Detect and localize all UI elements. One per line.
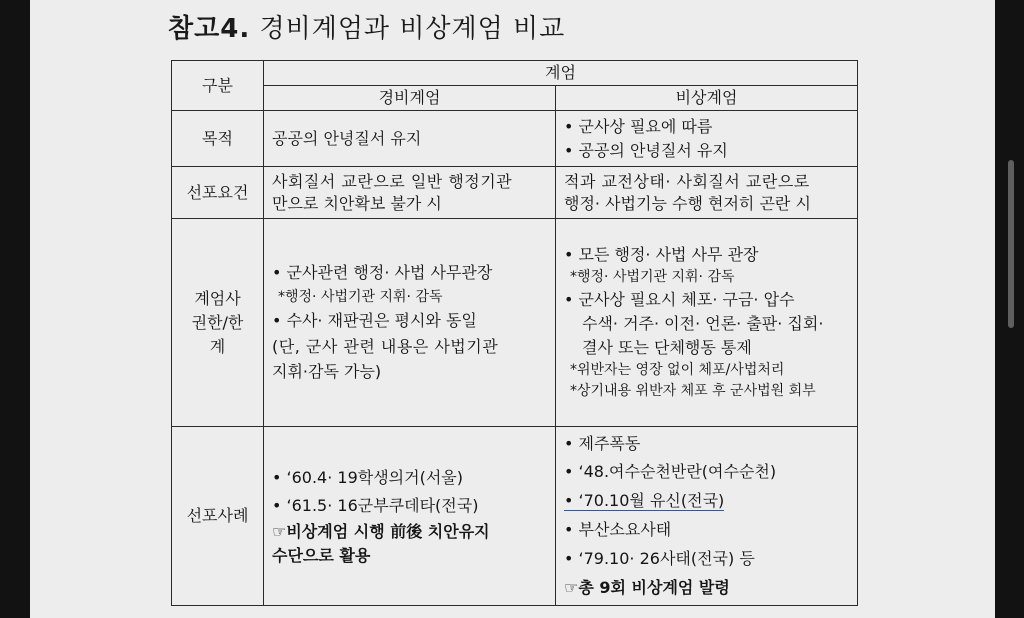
label-line: 계엄사 <box>194 288 241 308</box>
header-category: 구분 <box>172 61 264 111</box>
list-item: • 군사상 필요시 체포· 구금· 압수 <box>564 290 795 309</box>
text-line: 지휘·감독 가능) <box>272 362 382 382</box>
note-item: *행정· 사법기관 지휘· 감독 <box>570 269 735 285</box>
list-item: • 제주폭동 <box>564 433 641 453</box>
authority-emergency <box>556 219 858 427</box>
note-item: *위반자는 영장 없이 체포/사법처리 <box>570 362 785 378</box>
note-item: *행정· 사법기관 지휘· 감독 <box>278 288 443 305</box>
text-line: 적과 교전상태· 사회질서 교란으로 <box>564 171 810 191</box>
list-item-underlined <box>564 487 849 516</box>
summary-note: ☞비상계엄 시행 前後 치안유지 <box>272 522 490 541</box>
text-line: 사회질서 교란으로 일반 행정기관 <box>272 171 513 191</box>
requirement-emergency <box>556 167 858 219</box>
summary-note: ☞총 9회 비상계엄 발령 <box>564 577 730 597</box>
text-line: 행정· 사법기능 수행 현저히 곤란 시 <box>564 193 811 213</box>
scrollbar-thumb[interactable] <box>1008 160 1014 328</box>
title-text: 경비계엄과 비상계엄 비교 <box>259 14 566 44</box>
purpose-emergency <box>556 111 858 167</box>
summary-note: 수단으로 활용 <box>272 546 371 565</box>
header-col-emergency: 비상계엄 <box>556 86 858 111</box>
list-item: • 모든 행정· 사법 사무 관장 <box>564 245 759 264</box>
title-number: 참고4. <box>168 14 251 44</box>
row-label-purpose: 목적 <box>172 111 264 167</box>
cases-guard <box>264 427 556 606</box>
row-label-authority <box>172 219 264 427</box>
authority-guard <box>264 219 556 427</box>
text-line: (단, 군사 관련 내용은 사법기관 <box>272 336 499 356</box>
note-item: *상기내용 위반자 체포 후 군사법원 회부 <box>570 383 816 399</box>
comparison-table <box>171 60 858 606</box>
row-label-requirement: 선포요건 <box>172 167 264 219</box>
underlined-text: • ‘70.10월 유신(전국) <box>564 491 725 511</box>
header-col-guard: 경비계엄 <box>264 86 556 111</box>
label-line: 계 <box>209 336 226 356</box>
list-item: • 부산소요사태 <box>564 520 672 539</box>
document-title <box>168 8 565 45</box>
list-item: • ‘61.5· 16군부쿠데타(전국) <box>272 496 479 515</box>
cases-emergency <box>556 427 858 606</box>
list-item: • ‘60.4· 19학생의거(서울) <box>272 468 463 487</box>
list-item: • 공공의 안녕질서 유지 <box>564 140 728 160</box>
purpose-guard: 공공의 안녕질서 유지 <box>264 111 556 167</box>
list-item: • 수사· 재판권은 평시와 동일 <box>272 311 477 331</box>
requirement-guard <box>264 167 556 219</box>
list-item: • ‘79.10· 26사태(전국) 등 <box>564 548 755 568</box>
text-line: 결사 또는 단체행동 통제 <box>582 338 752 357</box>
list-item: • ‘48.여수순천반란(여수순천) <box>564 462 777 482</box>
text-line: 만으로 치안확보 불가 시 <box>272 193 442 213</box>
header-group: 계엄 <box>264 61 858 86</box>
list-item: • 군사상 필요에 따름 <box>564 116 713 136</box>
list-item: • 군사관련 행정· 사법 사무관장 <box>272 263 493 283</box>
label-line: 권한/한 <box>191 312 244 332</box>
text-line: 수색· 거주· 이전· 언론· 출판· 집회· <box>582 314 824 333</box>
row-label-cases: 선포사례 <box>172 427 264 606</box>
